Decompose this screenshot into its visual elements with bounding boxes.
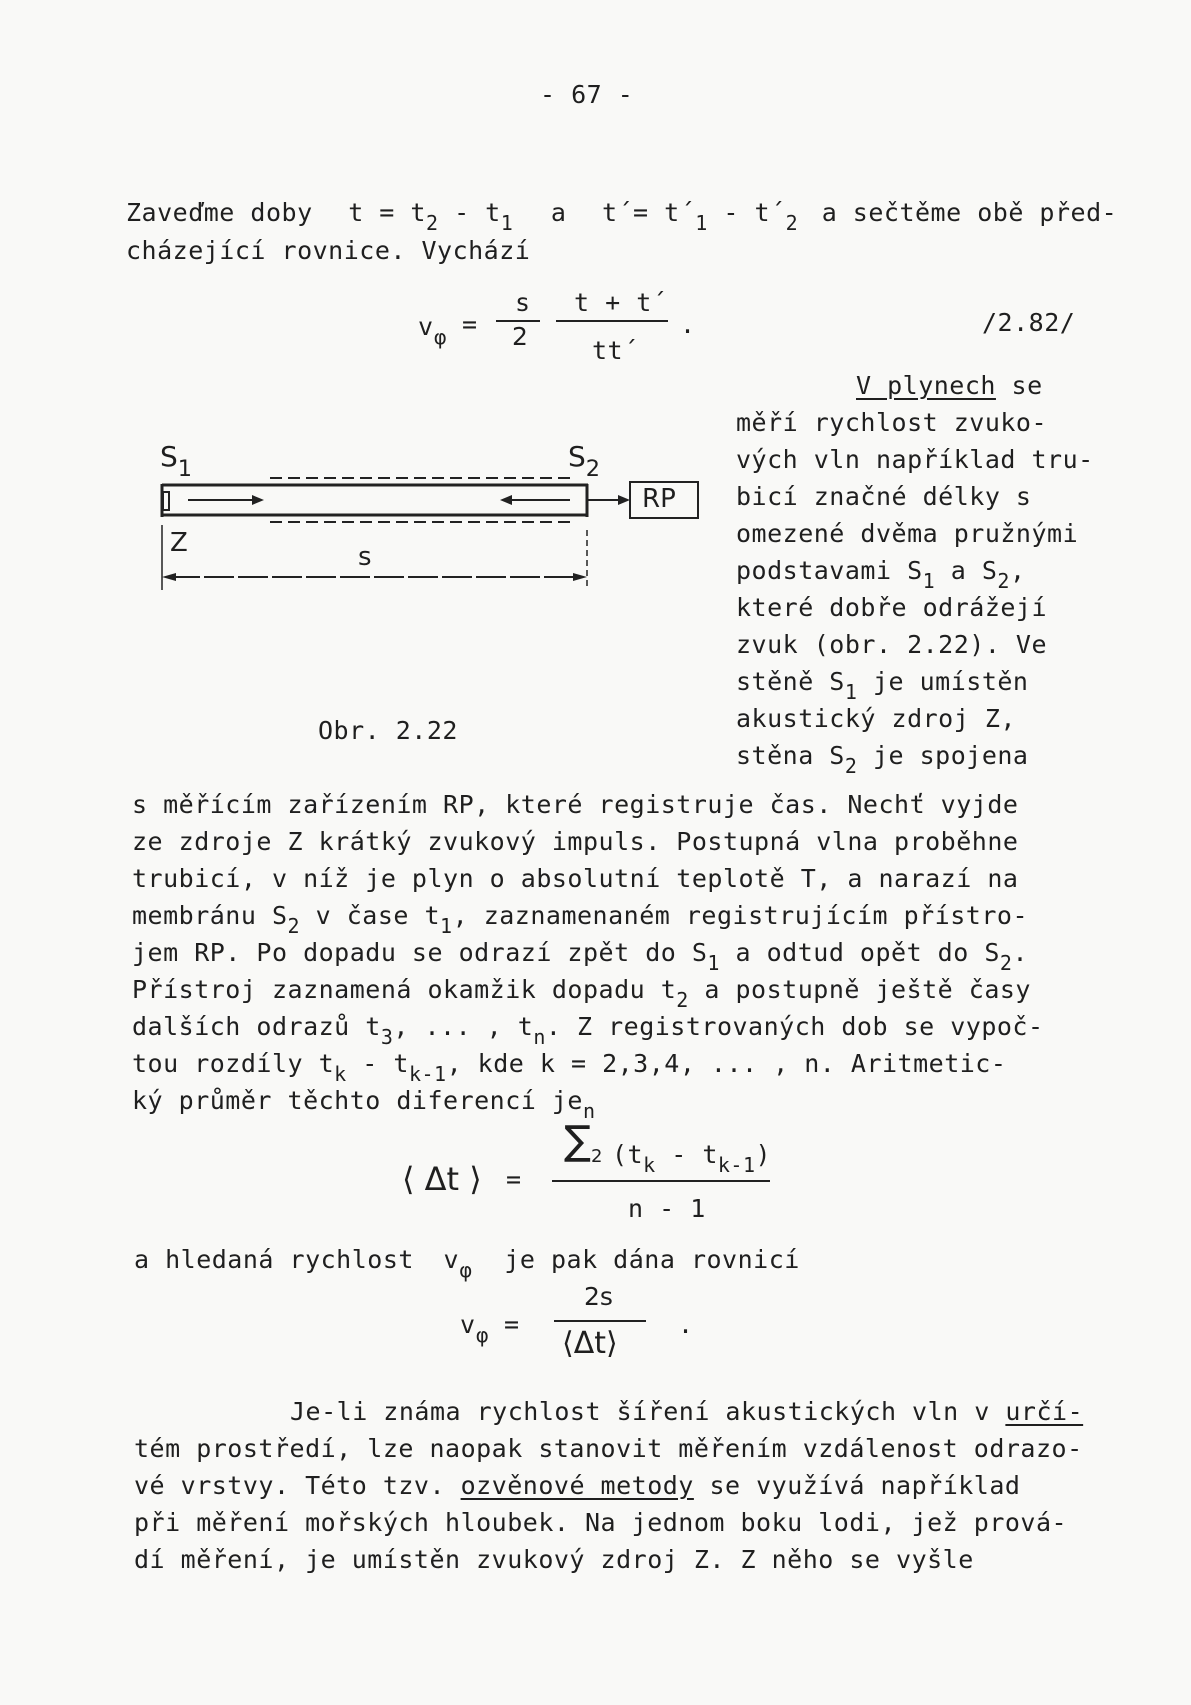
side-line-6: podstavami $S_1$ a $S_2$, [736,556,1026,593]
dim-right-arrowhead [573,573,587,581]
body-line-2: ze zdroje Z krátký zvukový impuls. Postupná vlna proběhne [132,827,1019,856]
rp-arrowhead [618,495,630,505]
body-line-8: tou rozdíly $t_k - t_{k-1}$, kde k = 2,3,4, ... , n. Aritmetic- [132,1049,1007,1086]
body-line-7: dalších odrazů $t_3$, ... , $t_n$. Z registrovaných dob se vypoč- [132,1012,1044,1049]
t-def-2: t´= $t´_1$ - $t´_2$ [601,198,799,235]
figure-caption: Obr. 2.22 [318,716,458,745]
eq3-bar [554,1320,646,1322]
side-line-2: měří rychlost zvuko- [736,408,1048,437]
final-line-5: dí měření, je umístěn zvukový zdroj Z. Z něho se vyšle [134,1545,974,1574]
intro-text: Zaveďme doby [126,198,313,227]
body-line-9: ký průměr těchto diferencí $je_n$ [132,1086,596,1123]
eq1-dot: . [680,310,696,339]
eq2-bar [552,1180,770,1182]
body-line-3: trubicí, v níž je plyn o absolutní teplotě T, a narazí na [132,864,1019,893]
final-line-2: tém prostředí, lze naopak stanovit měřením vzdálenost odrazo- [134,1434,1083,1463]
eq2-denominator: n - 1 [628,1194,706,1223]
intro-line-1 [126,198,1118,235]
eq2-lhs: ⟨ Δt ⟩ [402,1160,482,1198]
label-s: s [358,542,372,572]
label-rp: RP [642,484,676,514]
eq1-num2: t + t´ [574,288,668,317]
t-def-1: $t = t_2 - t_1$ [348,198,514,235]
eq2-sum: $\sum_2$ [564,1118,603,1168]
side-line-9: stěně $S_1$ je umístěn [736,667,1029,704]
mid-line: a hledaná rychlost $v_\varphi$ je pak dána rovnicí [134,1245,800,1282]
eq3-dot: . [678,1310,694,1339]
label-z: Z [170,528,188,558]
side-line-10: akustický zdroj Z, [736,704,1016,733]
right-arrowhead [252,495,264,505]
final-line-3: vé vrstvy. Této tzv. ozvěnové metody se využívá například [134,1471,1021,1500]
body-line-1: s měřícím zařízením RP, které registruje čas. Nechť vyjde [132,790,1019,819]
final-line-4: při měření mořských hloubek. Na jednom boku lodi, jež prová- [134,1508,1068,1537]
dim-left-arrowhead [162,573,176,581]
eq1-den1: 2 [512,322,529,351]
eq2-numerator: $(t_k - t_{k-1})$ [612,1140,772,1177]
side-line-11: stěna $S_2$ je spojena [736,741,1029,778]
left-arrowhead [500,495,512,505]
intro-and: a [550,198,567,227]
eq1-label: /2.82/ [982,308,1076,337]
label-s2: $S_2$ [568,440,601,483]
body-line-5: jem RP. Po dopadu se odrazí zpět do $S_1$ a odtud opět do $S_2$. [132,938,1028,975]
side-line-8: zvuk (obr. 2.22). Ve [736,630,1048,659]
body-line-4: membránu $S_2$ v čase $t_1$, zaznamenaném registrujícím přístro- [132,901,1028,938]
body-line-6: Přístroj zaznamená okamžik dopadu $t_2$ a postupně ještě časy [132,975,1031,1012]
eq2-equals: = [506,1165,522,1194]
page-number: - 67 - [540,80,634,109]
source-z-box [163,492,169,510]
final-line-1: Je-li známa rychlost šíření akustických vln v určí- [290,1397,1084,1426]
eq1-den2: tt´ [592,336,639,365]
intro-line-2: cházející rovnice. Vychází [126,236,531,265]
side-line-3: vých vln například tru- [736,445,1094,474]
side-line-1: V plynech se [856,371,1043,400]
side-line-5: omezené dvěma pružnými [736,519,1079,548]
eq1-num1: s [515,288,531,317]
eq3-equals: = [504,1310,520,1339]
side-line-7: které dobře odrážejí [736,593,1048,622]
eq1-equals: = [462,310,478,339]
label-s1: $S_1$ [160,440,193,483]
eq1-lhs: $v_\varphi$ [418,312,448,349]
eq3-lhs: $v_\varphi$ [460,1310,490,1347]
eq3-numerator: 2s [584,1282,613,1311]
tube-diagram [140,440,700,600]
eq1-bar2 [556,320,668,322]
eq3-denominator: ⟨Δt⟩ [562,1326,618,1361]
side-line-4: bicí značné délky s [736,482,1032,511]
intro-text-2: a sečtěme obě před- [821,198,1118,227]
